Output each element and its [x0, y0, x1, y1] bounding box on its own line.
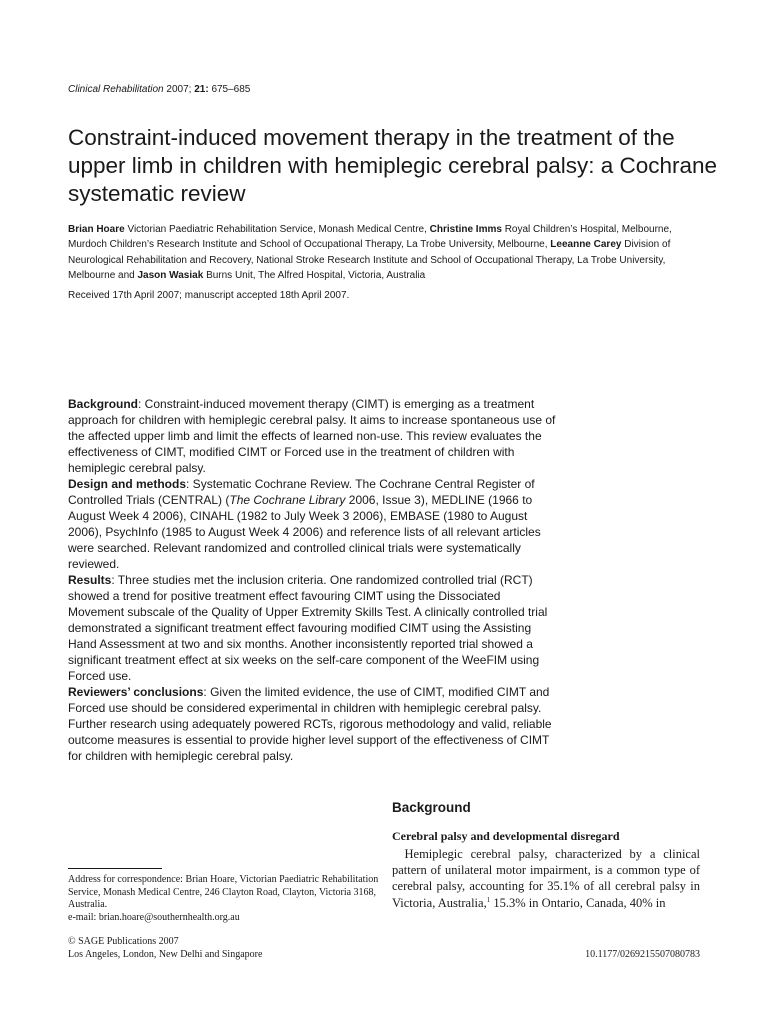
body-text: 15.3% in Ontario, Canada, 40% in — [490, 895, 666, 910]
author-name: Brian Hoare — [68, 224, 125, 235]
doi: 10.1177/0269215507080783 — [585, 949, 700, 960]
abstract-conclusions — [68, 684, 558, 764]
abstract-italic-text: The Cochrane Library — [229, 493, 346, 507]
section-heading: Background — [392, 800, 471, 815]
journal-year: 2007; — [166, 84, 192, 95]
author-affiliation: Victorian Paediatric Rehabilitation Service, Monash Medical Centre, — [127, 224, 427, 235]
abstract-text: : Three studies met the inclusion criteria. One randomized controlled trial (RCT) showed a trend for positive treatment effect favouring CIMT using the Dissociated Movement subscale of the Quality of Upper Extremity Skills Test. A clinically controlled trial demonstrated a significant treatment effect favouring modified CIMT using the Assisting Hand Assessment at two and six months. Another inconsistently reported trial showed a significant treatment effect at six weeks on the self-care component of the WeeFIM using Forced use. — [68, 573, 548, 683]
abstract-methods — [68, 476, 558, 572]
journal-name: Clinical Rehabilitation — [68, 84, 164, 95]
abstract-text: : Constraint-induced movement therapy (CIMT) is emerging as a treatment approach for children with hemiplegic cerebral palsy. It aims to increase spontaneous use of the affected upper limb and limit the effects of learned non-use. This review evaluates the effectiveness of CIMT, modified CIMT or Forced use in the treatment of children with hemiplegic cerebral palsy. — [68, 397, 556, 475]
author-list — [68, 222, 708, 284]
author-name: Leeanne Carey — [550, 239, 622, 251]
abstract — [68, 396, 558, 764]
abstract-text: : Given the limited evidence, the use of CIMT, modified CIMT and Forced use should be considered experimental in children with hemiplegic cerebral palsy. Further research using adequately powered RCTs, rigorous methodology and valid, reliable outcome measures is essential to provide higher level support of the effectiveness of CIMT for children with hemiplegic cerebral palsy. — [68, 685, 552, 763]
abstract-heading: Background — [68, 397, 139, 411]
author-affiliation: Division of Neurological Rehabilitation and Recovery, National Stroke Research Institute and School of Occupational Therapy, La Trobe University, Melbourne and — [68, 239, 671, 282]
publisher-locations: Los Angeles, London, New Delhi and Singapore — [68, 948, 263, 960]
journal-pages: 675–685 — [211, 84, 251, 95]
abstract-heading: Design and methods — [68, 477, 187, 491]
abstract-text: 2006, Issue 3), MEDLINE (1966 to August Week 4 2006), CINAHL (1982 to July Week 3 2006), EMBASE (1980 to August 2006), PsychInfo (1985 to August Week 4 2006) and reference lists of all relevant articles were searched. Relevant randomized and controlled clinical trials were systematically reviewed. — [68, 493, 541, 571]
article-title: Constraint-induced movement therapy in the treatment of the upper limb in children with hemiplegic cerebral palsy: a Cochrane systematic review — [68, 125, 718, 206]
journal-volume: 21: — [194, 84, 209, 95]
footnote-divider — [68, 868, 162, 869]
abstract-heading: Reviewers’ conclusions — [68, 685, 204, 699]
received-dates: Received 17th April 2007; manuscript accepted 18th April 2007. — [68, 290, 350, 301]
author-affiliation: Burns Unit, The Alfred Hospital, Victoria, Australia — [206, 270, 426, 282]
abstract-background — [68, 396, 558, 476]
author-name: Jason Wasiak — [137, 270, 204, 282]
correspondence-note — [68, 874, 388, 924]
citation-superscript: 1 — [486, 895, 491, 904]
journal-reference — [68, 84, 250, 95]
subsection-heading: Cerebral palsy and developmental disregard — [392, 829, 620, 843]
body-paragraph — [392, 846, 700, 911]
correspondence-email: e-mail: brian.hoare@southernhealth.org.au — [68, 911, 240, 923]
abstract-heading: Results — [68, 573, 112, 587]
author-affiliation: Royal Children’s Hospital, Melbourne, Murdoch Children’s Research Institute and School of Occupational Therapy, La Trobe University, Melbourne, — [68, 224, 672, 251]
publisher-note — [68, 936, 388, 961]
abstract-text: : Systematic Cochrane Review. The Cochrane Central Register of Controlled Trials (CENTRAL) ( — [68, 477, 535, 507]
abstract-results — [68, 572, 558, 684]
publisher-copyright: © SAGE Publications 2007 — [68, 936, 179, 947]
author-name: Christine Imms — [429, 224, 502, 235]
body-text: Hemiplegic cerebral palsy, characterized by a clinical pattern of unilateral motor impairment, is a common type of cerebral palsy, accounting for 35.1% of all cerebral palsy in Victoria, Australia, — [392, 847, 700, 910]
correspondence-address: Address for correspondence: Brian Hoare, Victorian Paediatric Rehabilitation Service, Monash Medical Centre, 246 Clayton Road, Clayton, Victoria 3168, Australia. — [68, 874, 379, 910]
